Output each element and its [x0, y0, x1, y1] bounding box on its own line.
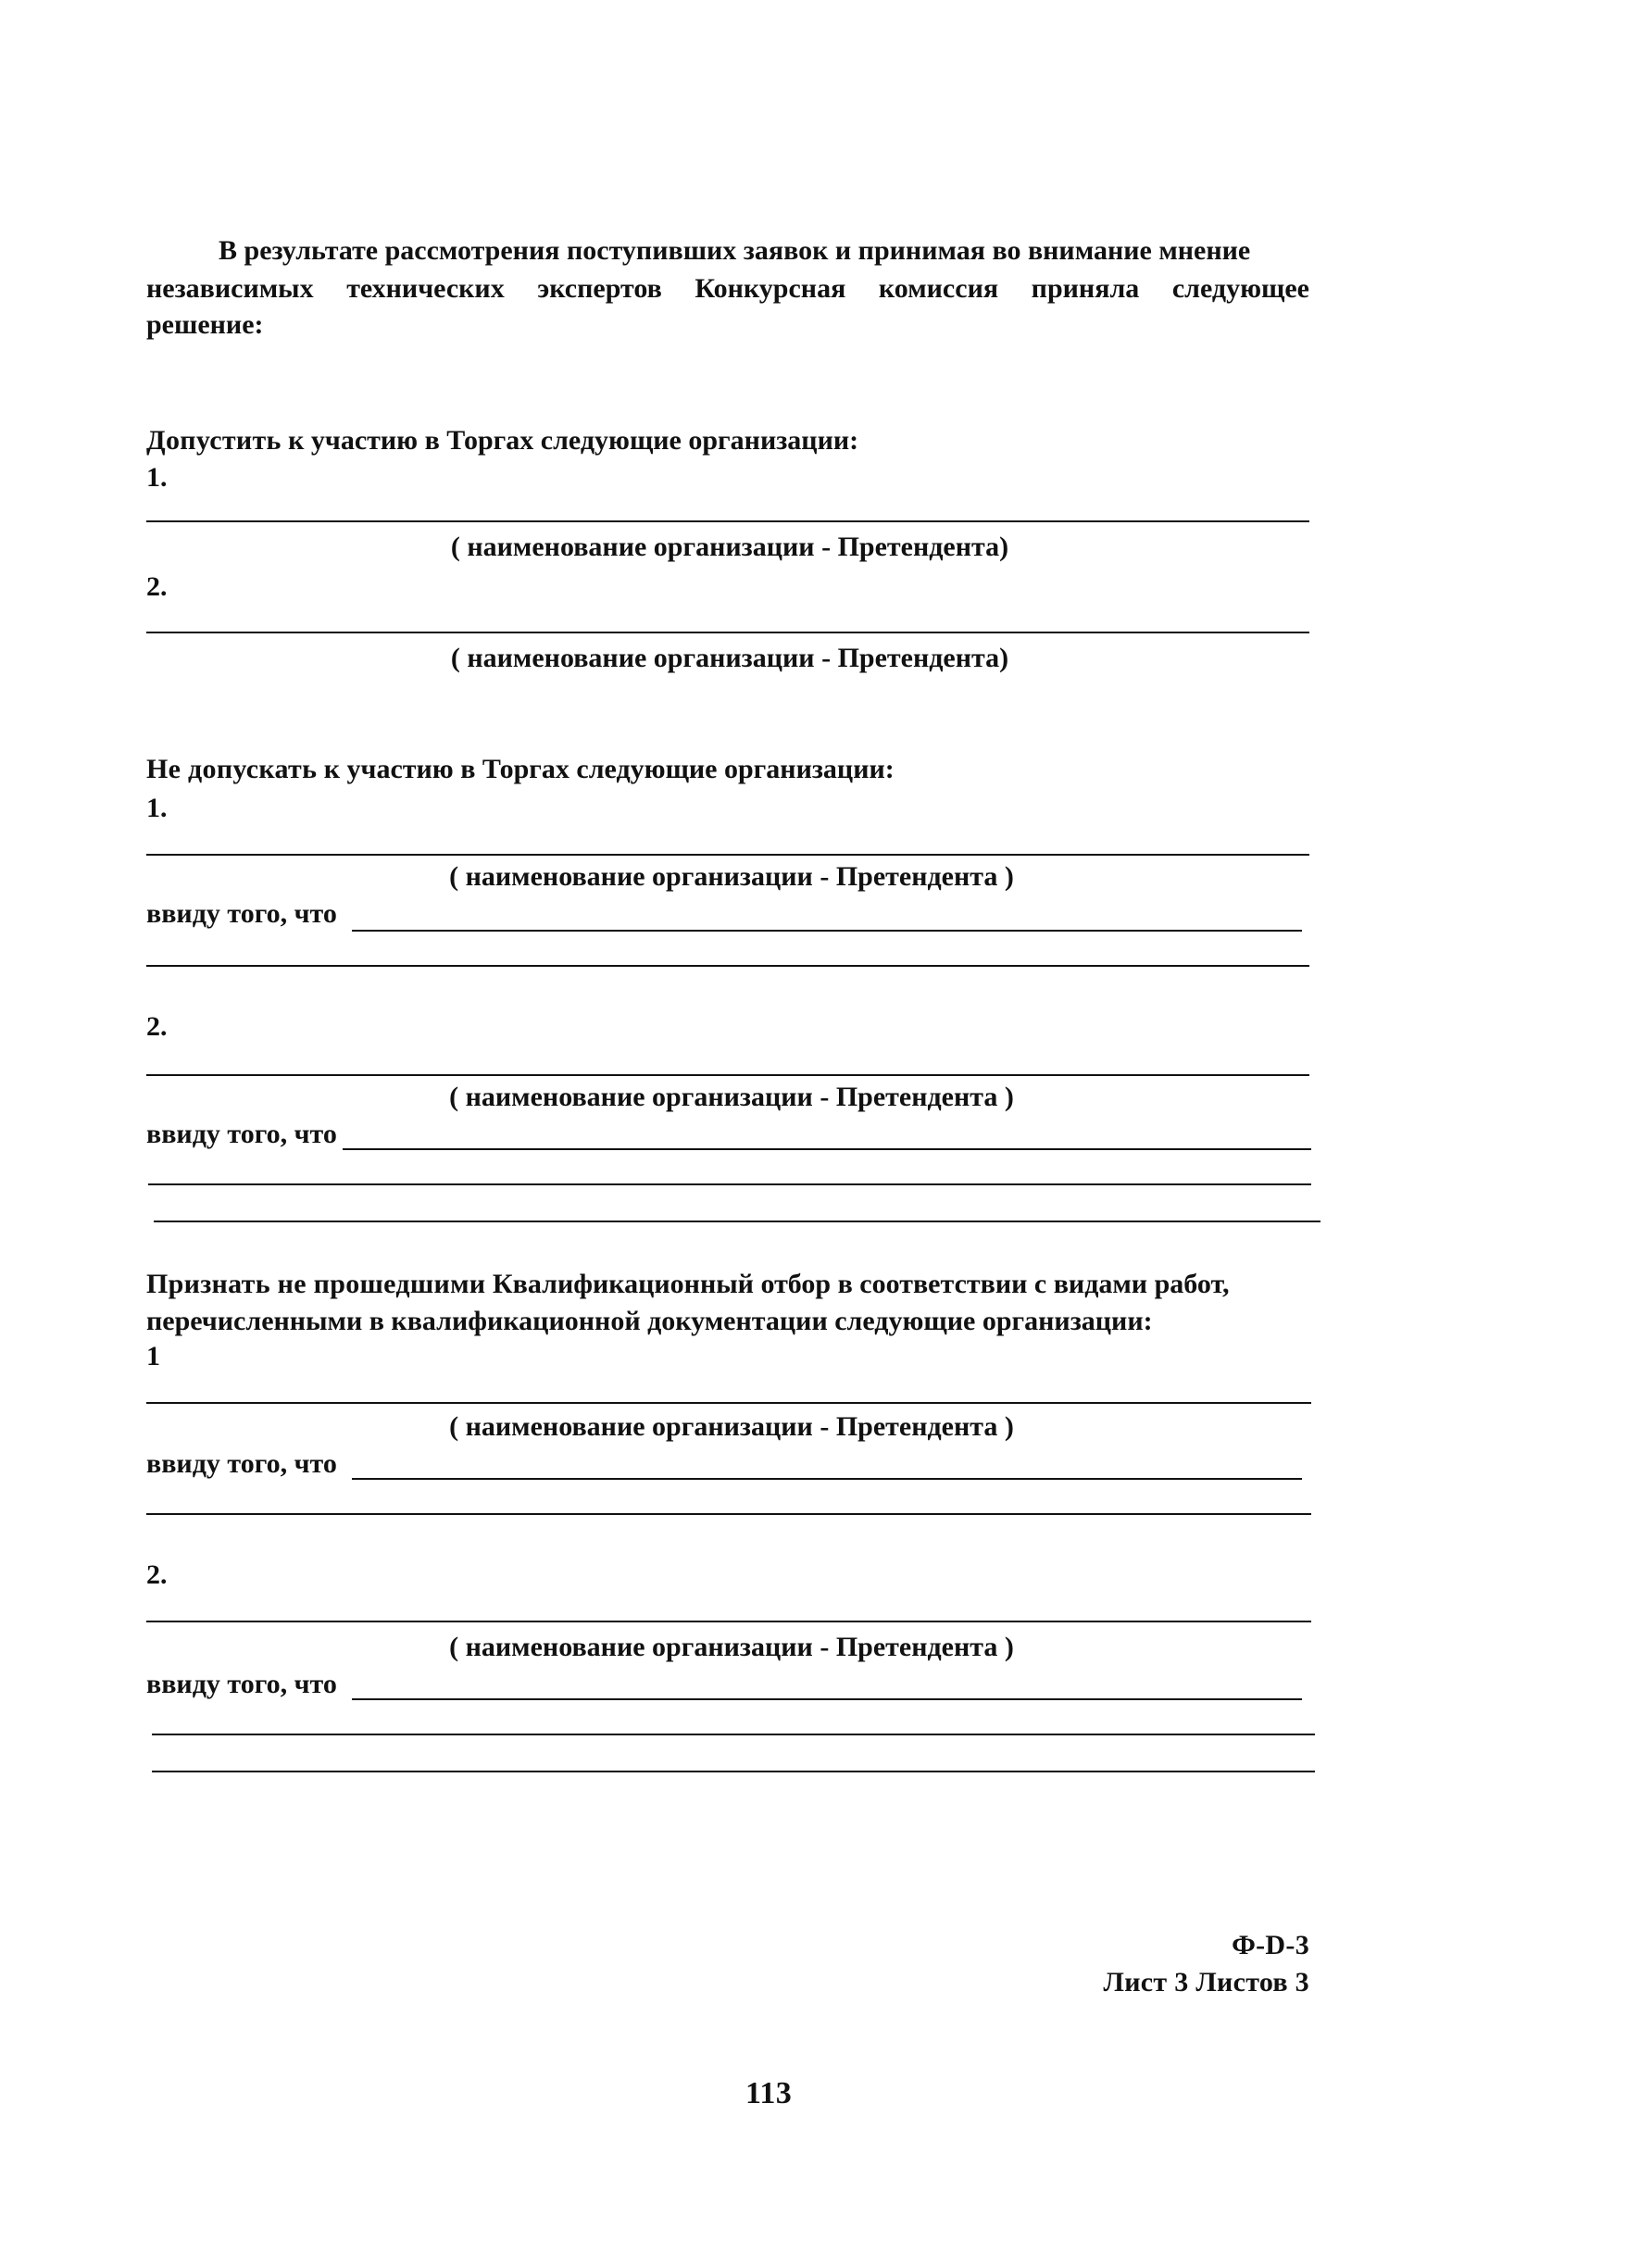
failed-heading-bold: Признать не прошедшими: [146, 1269, 486, 1299]
admit-item-1-number: 1.: [146, 462, 168, 493]
failed-item-1-reason-label: ввиду того, что: [146, 1448, 337, 1479]
form-code: Ф-D-3: [1232, 1930, 1309, 1960]
failed-item-1-name-line[interactable]: [146, 1402, 1311, 1404]
sheet-count: Лист 3 Листов 3: [1103, 1967, 1309, 1997]
reject-heading: [146, 752, 895, 787]
reject-item-2-number: 2.: [146, 1011, 168, 1042]
page-number: 113: [745, 2076, 793, 2110]
failed-item-1-reason-line-2[interactable]: [146, 1513, 1311, 1515]
failed-item-2-reason-label: ввиду того, что: [146, 1669, 337, 1699]
reject-item-2-name-line[interactable]: [146, 1074, 1309, 1076]
failed-heading: [146, 1267, 1322, 1302]
reject-item-2-reason-line-1[interactable]: [343, 1148, 1311, 1150]
admit-heading: [146, 423, 858, 458]
reject-item-2-reason-line-3[interactable]: [154, 1221, 1320, 1222]
reject-item-1-reason-line-1[interactable]: [352, 930, 1302, 932]
intro-line-2: независимых технических экспертов Конкурсная комиссия приняла следующее: [146, 273, 1309, 304]
failed-item-1-reason-line-1[interactable]: [352, 1478, 1302, 1480]
failed-heading-rest: Квалификационный отбор в соответствии с видами работ,: [485, 1269, 1230, 1299]
reject-item-2-reason-label: ввиду того, что: [146, 1119, 337, 1149]
reject-item-1-reason-line-2[interactable]: [146, 965, 1309, 967]
admit-item-2-caption: ( наименование организации - Претендента): [450, 643, 1009, 673]
reject-item-1-number: 1.: [146, 793, 168, 823]
admit-item-1-caption: ( наименование организации - Претендента): [450, 532, 1009, 562]
admit-item-2-name-line[interactable]: [146, 632, 1309, 633]
intro-line-2-wrap: [146, 271, 1309, 307]
admit-heading-bold: Допустить: [146, 425, 282, 456]
intro-paragraph: [146, 233, 1309, 269]
failed-item-2-name-line[interactable]: [146, 1621, 1311, 1622]
admit-heading-rest: к участию в Торгах следующие организации:: [281, 425, 859, 456]
admit-item-2-number: 2.: [146, 571, 168, 602]
failed-item-2-number: 2.: [146, 1559, 168, 1590]
intro-line-3: решение:: [146, 309, 264, 340]
failed-heading-line-2: перечисленными в квалификационной документации следующие организации:: [146, 1306, 1153, 1336]
reject-item-1-name-line[interactable]: [146, 854, 1309, 856]
reject-heading-rest: к участию в Торгах следующие организации:: [317, 754, 895, 784]
reject-item-1-caption: ( наименование организации - Претендента ): [449, 861, 1014, 892]
reject-heading-bold: Не допускать: [146, 754, 318, 784]
intro-line-1: В результате рассмотрения поступивших заявок и принимая во внимание мнение: [219, 235, 1251, 266]
failed-item-1-number: 1: [146, 1341, 160, 1371]
failed-item-2-reason-line-2[interactable]: [152, 1734, 1315, 1735]
failed-item-2-reason-line-3[interactable]: [152, 1771, 1315, 1772]
reject-item-2-caption: ( наименование организации - Претендента ): [449, 1082, 1014, 1112]
reject-item-2-reason-line-2[interactable]: [148, 1183, 1311, 1185]
admit-item-1-name-line[interactable]: [146, 520, 1309, 522]
failed-item-2-caption: ( наименование организации - Претендента ): [449, 1632, 1014, 1662]
reject-item-1-reason-label: ввиду того, что: [146, 898, 337, 929]
failed-item-1-caption: ( наименование организации - Претендента ): [449, 1411, 1014, 1442]
failed-item-2-reason-line-1[interactable]: [352, 1698, 1302, 1700]
